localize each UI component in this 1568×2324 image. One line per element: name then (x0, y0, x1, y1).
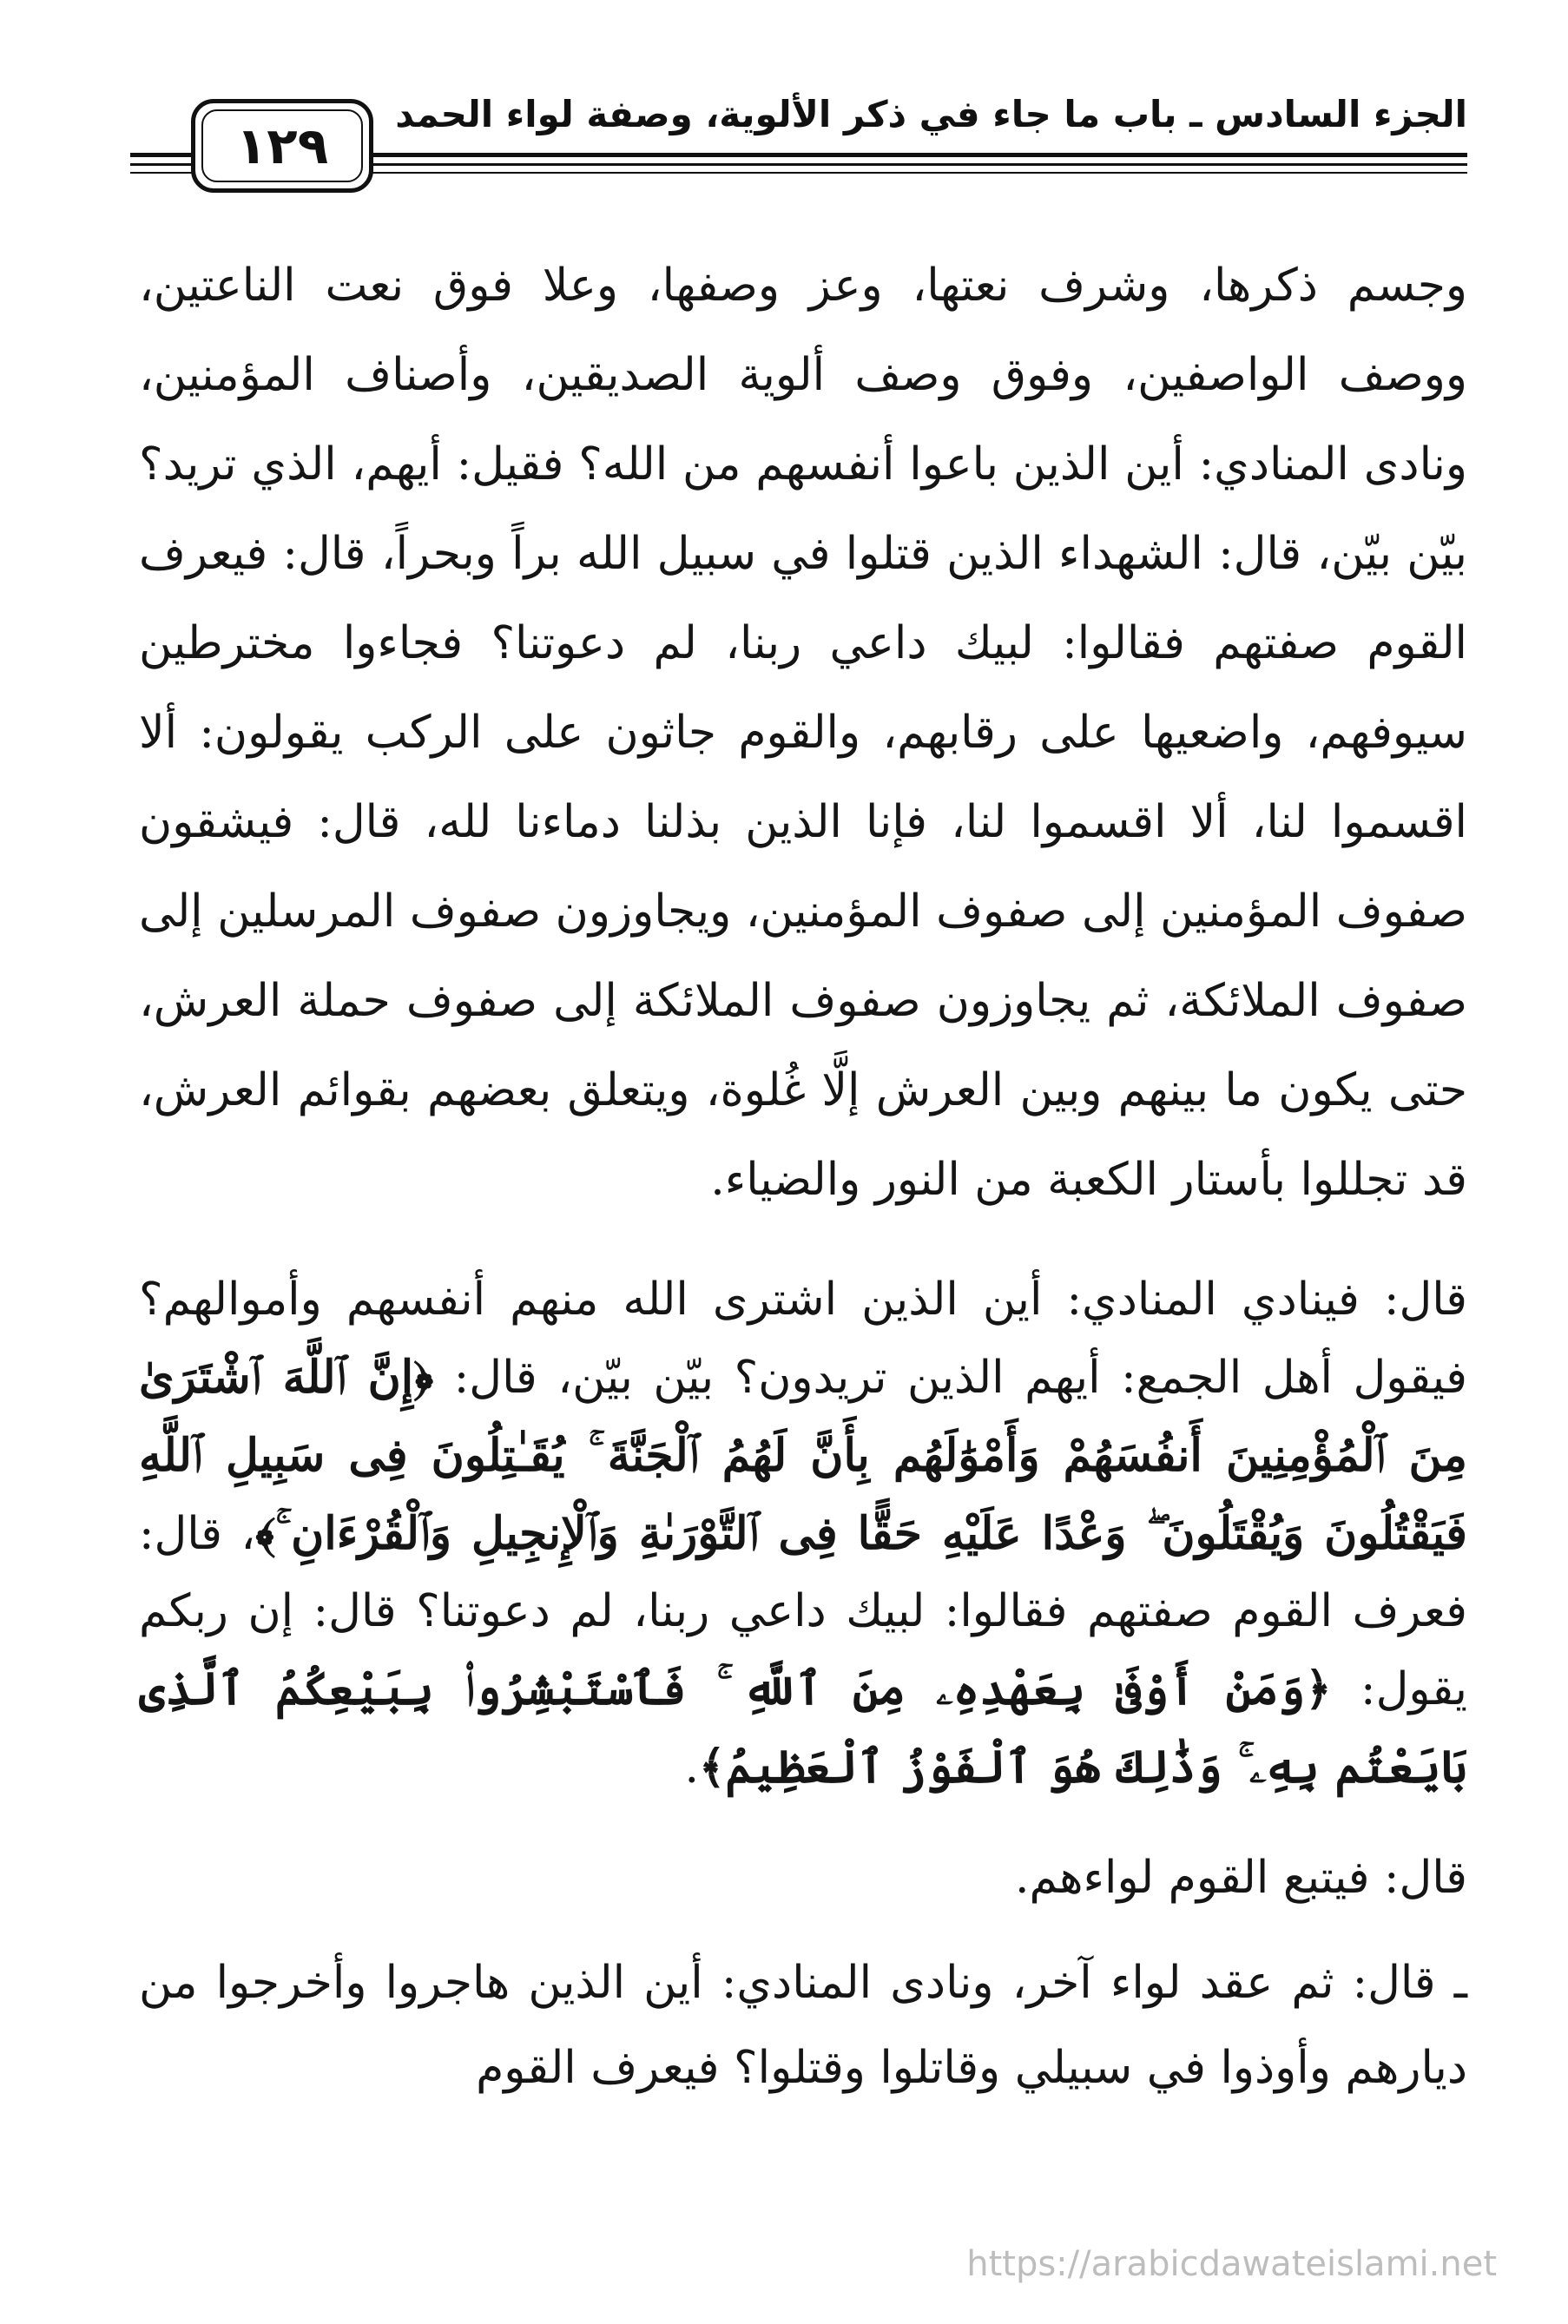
quran-verse-2: ﴿وَمَنْ أَوْفَىٰ بِعَهْدِهِۦ مِنَ ٱللَّهِ ۚ فَٱسْتَبْشِرُوا۟ بِبَيْعِكُمُ ٱلَّذِى بَايَعْتُم بِهِۦ ۚ وَذَٰلِكَ هُوَ ٱلْفَوْزُ ٱلْعَظِيمُ﴾ (139, 1662, 1467, 1794)
page-number: ١٢٩ (235, 116, 329, 175)
paragraph-1: وجسم ذكرها، وشرف نعتها، وعز وصفها، وعلا فوق نعت الناعتين، ووصف الواصفين، وفوق وصف ألوية الصديقين، وأصناف المؤمنين، ونادى المنادي: أين الذين باعوا أنفسهم من الله؟ فقيل: أيهم، الذي تريد؟ بيّن بيّن، قال: الشهداء الذين قتلوا في سبيل الله براً وبحراً، قال: فيعرف القوم صفتهم فقالوا: لبيك داعي ربنا، لم دعوتنا؟ فجاءوا مخترطين سيوفهم، واضعيها على رقابهم، والقوم جاثون على الركب يقولون: ألا اقسموا لنا، ألا اقسموا لنا، فإنا الذين بذلنا دماءنا لله، قال: فيشقون صفوف المؤمنين إلى صفوف المؤمنين، ويجاوزون صفوف المرسلين إلى صفوف الملائكة، ثم يجاوزون صفوف الملائكة إلى صفوف حملة العرش، حتى يكون ما بينهم وبين العرش إلَّا غُلوة، ويتعلق بعضهم بقوائم العرش، قد تجللوا بأستار الكعبة من النور والضياء. (139, 260, 1467, 1206)
paragraph-4: ـ قال: ثم عقد لواء آخر، ونادى المنادي: أين الذين هاجروا وأخرجوا من ديارهم وأوذوا في سبيلي وقاتلوا وقتلوا؟ فيعرف القوم (139, 1957, 1467, 2094)
paragraph-2-intro: قال: فينادي المنادي: أين الذين اشترى الله منهم أنفسهم وأموالهم؟ فيقول أهل الجمع: أيهم الذين تريدون؟ بيّن بيّن، قال: (139, 1274, 1467, 1404)
page-number-frame (191, 99, 373, 193)
paragraph-2 (139, 1261, 1467, 1807)
paragraph-2-middle: ، قال: فعرف القوم صفتهم فقالوا: لبيك داعي ربنا، لم دعوتنا؟ قال: إن ربكم يقول: (139, 1508, 1467, 1715)
running-title: الجزء السادس ـ باب ما جاء في ذكر الألوية، وصفة لواء الحمد (395, 93, 1467, 135)
paragraph-2-end: . (684, 1741, 699, 1794)
paragraph-3: قال: فيتبع القوم لواءهم. (1014, 1852, 1467, 1904)
quran-verse-1: ﴿إِنَّ ٱللَّهَ ٱشْتَرَىٰ مِنَ ٱلْمُؤْمِنِينَ أَنفُسَهُمْ وَأَمْوَٰلَهُم بِأَنَّ لَهُمُ ٱلْجَنَّةَ ۚ يُقَـٰتِلُونَ فِى سَبِيلِ ٱللَّهِ فَيَقْتُلُونَ وَيُقْتَلُونَ ۖ وَعْدًا عَلَيْهِ حَقًّا فِى ٱلتَّوْرَىٰةِ وَٱلْإِنجِيلِ وَٱلْقُرْءَانِ ۚ﴾ (139, 1351, 1467, 1560)
page-header (130, 80, 1467, 201)
watermark-url: https://arabicdawateislami.net (966, 2244, 1497, 2284)
main-text (139, 241, 1467, 2110)
